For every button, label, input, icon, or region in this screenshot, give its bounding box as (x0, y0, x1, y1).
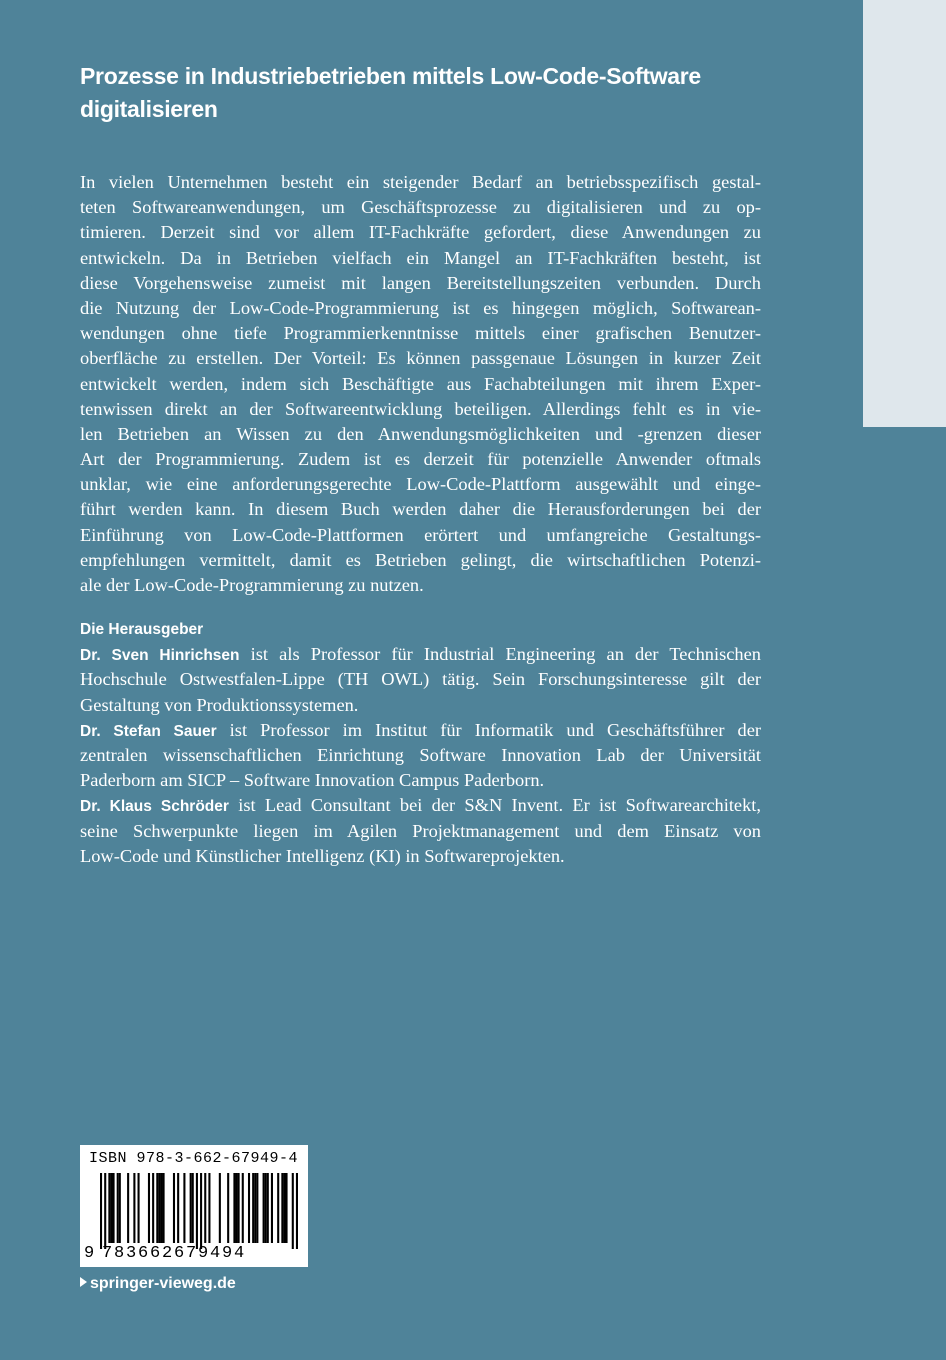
description-line: teten Softwareanwendungen, um Geschäftsprozesse zu digitalisieren und zu op- (80, 197, 761, 218)
barcode-bar (204, 1173, 206, 1243)
barcode-bar (267, 1173, 269, 1243)
barcode-bar (254, 1173, 256, 1243)
barcode-bar (148, 1173, 150, 1243)
barcode-bar (256, 1173, 258, 1243)
description-line: timieren. Derzeit sind vor allem IT-Fachkräfte gefordert, diese Anwendungen zu (80, 222, 761, 243)
barcode-bar (163, 1173, 165, 1243)
editor-bio-text: ist Lead Consultant bei der S&N Invent. Er ist Softwarearchitekt, (228, 795, 761, 816)
editor-bio-line: Hochschule Ostwestfalen-Lippe (TH OWL) tätig. Sein Forschungsinteresse gilt der (80, 669, 761, 690)
barcode-bar (119, 1173, 121, 1243)
description-line: In vielen Unternehmen besteht ein steigender Bedarf an betriebsspezifisch gestal- (80, 172, 761, 192)
barcode-bar (192, 1173, 194, 1243)
title-line-1: Prozesse in Industriebetrieben mittels Low-Code-Software (80, 63, 701, 89)
barcode-bar (238, 1173, 240, 1243)
editor-bio-text: ist als Professor für Industrial Engineering an der Technischen (239, 644, 761, 665)
title-line-2: digitalisieren (80, 96, 218, 122)
barcode-bar (108, 1173, 110, 1243)
description-line: Art der Programmierung. Zudem ist es derzeit für potenzielle Anwender oftmals (80, 449, 761, 470)
barcode-bar (138, 1173, 140, 1243)
cover-side-band (863, 0, 946, 427)
editor-bio-line: Paderborn am SICP – Software Innovation Campus Paderborn. (80, 770, 545, 791)
editors-heading: Die Herausgeber (80, 621, 204, 638)
barcode-bar (242, 1173, 244, 1243)
barcode-bar (219, 1173, 221, 1243)
barcode-bar (173, 1173, 175, 1243)
description-line: oberfläche zu erstellen. Der Vorteil: Es können passgenaue Lösungen in kurzer Zeit (80, 348, 761, 369)
barcode-digit-first: 9 (84, 1244, 97, 1263)
publisher-url-text: springer-vieweg.de (90, 1275, 236, 1292)
editor-bio-line: zentralen wissenschaftlichen Einrichtung Software Innovation Lab der Universität (80, 744, 761, 765)
editor-name: Dr. Klaus Schröder (80, 798, 229, 816)
barcode-bar (113, 1173, 115, 1243)
barcode-bar (263, 1173, 265, 1243)
barcode-bar (281, 1173, 283, 1243)
description-line: diese Vorgehensweise zumeist mit langen Bereitstellungszeiten verbunden. Durch (80, 272, 761, 293)
barcode-bar (296, 1173, 298, 1249)
description-line: entwickeln. Da in Betrieben vielfach ein Mangel an IT-Fachkräften besteht, ist (80, 247, 761, 268)
description-line: führt werden kann. In diesem Buch werden daher die Herausforderungen bei der (80, 499, 761, 520)
editor-name: Dr. Sven Hinrichsen (80, 647, 240, 665)
barcode-bar (233, 1173, 235, 1243)
description-line: ale der Low-Code-Programmierung zu nutzen. (80, 575, 424, 595)
book-description (80, 170, 761, 598)
editor-bio-text: ist Professor im Institut für Informatik und Geschäftsführer der (216, 719, 761, 740)
barcode-bar (283, 1173, 285, 1243)
description-line: len Betrieben an Wissen zu den Anwendungsmöglichkeiten und -grenzen dieser (80, 423, 761, 444)
barcode-bar (265, 1173, 267, 1243)
barcode-bar (104, 1173, 106, 1249)
barcode-digits-rest: 783662679494 (102, 1244, 247, 1263)
editor-entry-first-line (80, 793, 761, 818)
description-line: empfehlungen vermittelt, damit es Betrieben gelingt, die wirtschaftlichen Potenzi- (80, 549, 761, 570)
barcode-bar (110, 1173, 112, 1243)
barcode-bar (160, 1173, 162, 1243)
arrow-right-icon (80, 1277, 87, 1287)
barcode-bar (271, 1173, 273, 1243)
barcode-bar (152, 1173, 154, 1243)
editor-bio-line: Low-Code und Künstlicher Intelligenz (KI) in Softwareprojekten. (80, 845, 565, 866)
description-line: unklar, wie eine anforderungsgerechte Low-Code-Plattform ausgewählt und einge- (80, 474, 761, 495)
description-line: tenwissen direkt an der Softwareentwicklung beteiligen. Allerdings fehlt es in vie- (80, 398, 761, 419)
editor-bio-line: Gestaltung von Produktionssystemen. (80, 694, 359, 715)
description-line: Einführung von Low-Code-Plattformen erörtert und umfangreiche Gestaltungs- (80, 524, 761, 545)
editor-entry-first-line (80, 642, 761, 667)
barcode-bar (277, 1173, 279, 1243)
editor-name: Dr. Stefan Sauer (80, 722, 217, 740)
barcode-bar (292, 1173, 294, 1249)
barcode-bar (208, 1173, 210, 1243)
isbn-barcode (80, 1145, 308, 1267)
barcode-bar (133, 1173, 135, 1243)
editor-entry-first-line (80, 718, 761, 743)
barcode-bar (117, 1173, 119, 1243)
book-title (80, 60, 780, 126)
barcode-bar (200, 1173, 202, 1249)
barcode-bar (227, 1173, 229, 1243)
publisher-url[interactable] (80, 1275, 236, 1293)
barcode-bar (100, 1173, 102, 1249)
barcode-bars (100, 1173, 298, 1249)
description-line: entwickelt werden, indem sich Beschäftigte aus Fachabteilungen mit ihrem Exper- (80, 373, 761, 394)
description-line: die Nutzung der Low-Code-Programmierung ist es hingegen möglich, Softwarean- (80, 297, 761, 318)
isbn-label: ISBN 978-3-662-67949-4 (89, 1150, 299, 1167)
barcode-bar (190, 1173, 192, 1243)
barcode-bar (158, 1173, 160, 1243)
description-line: wendungen ohne tiefe Programmierkenntnisse mittels einer grafischen Benutzer- (80, 323, 761, 344)
barcode-bar (183, 1173, 185, 1243)
barcode-bar (248, 1173, 250, 1243)
barcode-bar (196, 1173, 198, 1249)
barcode-bar (252, 1173, 254, 1243)
editors-section (80, 617, 761, 869)
editor-bio-line: seine Schwerpunkte liegen im Agilen Projektmanagement und dem Einsatz von (80, 820, 761, 841)
barcode-bar (177, 1173, 179, 1243)
barcode-bar (127, 1173, 129, 1243)
barcode-bar (285, 1173, 287, 1243)
editors-list (80, 642, 761, 869)
barcode-bar (235, 1173, 237, 1243)
barcode-bar (156, 1173, 158, 1243)
